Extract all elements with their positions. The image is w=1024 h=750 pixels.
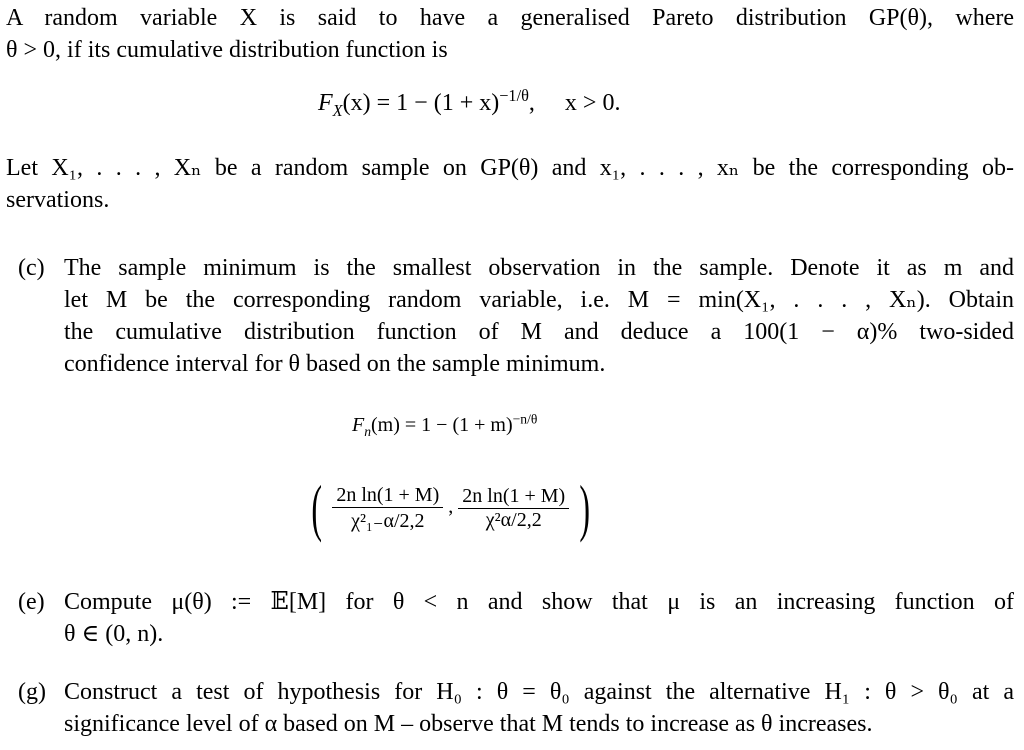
part-g-line-1: Construct a test of hypothesis for H₀ : θ = θ₀ against the alternative H₁ : θ > θ₀ at a	[64, 679, 1014, 705]
answer-cdf-sub: n	[364, 424, 372, 439]
part-c-label: (c)	[18, 255, 45, 281]
cdf-equation	[318, 86, 621, 120]
part-e-label: (e)	[18, 589, 45, 615]
sample-line-1: Let X₁, . . . , Xₙ be a random sample on GP(θ) and x₁, . . . , xₙ be the corresponding ob-	[6, 155, 1014, 181]
ci-lower-fraction	[332, 484, 443, 533]
ci-upper-numerator: 2n ln(1 + M)	[458, 485, 569, 509]
part-e-line-2: θ ∈ (0, n).	[64, 621, 164, 647]
intro-line-2: θ > 0, if its cumulative distribution function is	[6, 37, 448, 63]
ci-lower-numerator: 2n ln(1 + M)	[332, 484, 443, 508]
part-g-label: (g)	[18, 679, 46, 705]
part-c-line-4: confidence interval for θ based on the sample minimum.	[64, 351, 606, 377]
sample-line-2: servations.	[6, 187, 110, 213]
answer-cdf-lhs: F	[352, 414, 365, 436]
part-g-line-2: significance level of α based on M – observe that M tends to increase as θ increases.	[64, 711, 873, 737]
ci-lower-denominator: χ²₁₋α/2,2	[351, 509, 425, 532]
answer-cdf-exp: −n/θ	[512, 411, 538, 427]
left-paren: (	[311, 472, 322, 543]
cdf-lhs: F	[318, 90, 333, 116]
confidence-interval	[306, 472, 596, 543]
answer-cdf	[352, 411, 538, 439]
part-c-line-2: let M be the corresponding random variable, i.e. M = min(X₁, . . . , Xₙ). Obtain	[64, 287, 1014, 313]
right-paren: )	[579, 472, 591, 543]
ci-separator: ,	[448, 495, 454, 518]
ci-upper-denominator: χ²α/2,2	[485, 508, 542, 531]
intro-line-1: A random variable X is said to have a generalised Pareto distribution GP(θ), where	[6, 5, 1014, 31]
answer-cdf-rhs: (m) = 1 − (1 + m)	[371, 414, 513, 436]
part-e-line-1: Compute μ(θ) := 𝔼[M] for θ < n and show that μ is an increasing function of	[64, 589, 1014, 615]
cdf-cond: , x > 0.	[528, 90, 621, 116]
part-c-line-1: The sample minimum is the smallest observation in the sample. Denote it as m and	[64, 255, 1014, 281]
ci-upper-fraction	[458, 485, 569, 532]
cdf-sub: X	[332, 100, 343, 120]
cdf-exp: −1/θ	[499, 86, 529, 105]
cdf-arg: (x) = 1 − (1 + x)	[342, 90, 500, 116]
part-c-line-3: the cumulative distribution function of M and deduce a 100(1 − α)% two-sided	[64, 319, 1014, 345]
